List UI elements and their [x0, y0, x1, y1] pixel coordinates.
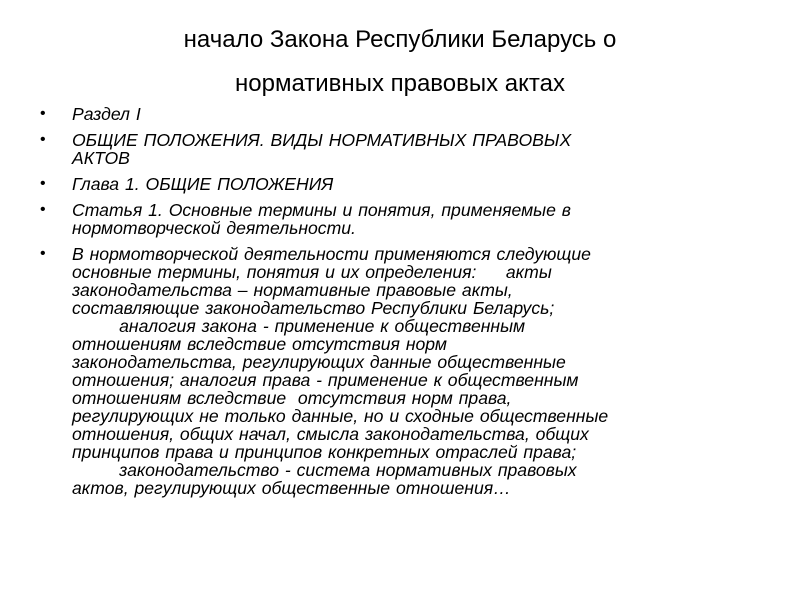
bullet-dot-icon: • [40, 175, 46, 192]
slide-title-line-2: нормативных правовых актах [235, 70, 565, 97]
bullet-dot-icon: • [40, 201, 46, 218]
bullet-text-line: Статья 1. Основные термины и понятия, применяемые в [72, 200, 571, 220]
bullet-text-line: законодательства, регулирующих данные общественные [72, 352, 566, 372]
bullet-text-line: регулирующих не только данные, но и сходные общественные [72, 406, 609, 426]
bullet-dot-icon: • [40, 105, 46, 122]
bullet-text-line: Глава 1. ОБЩИЕ ПОЛОЖЕНИЯ [72, 174, 334, 194]
bullet-text-line: отношениям вследствие отсутствия норм права, [72, 388, 512, 408]
bullet-dot-icon: • [40, 131, 46, 148]
bullet-text-line: Раздел I [72, 104, 141, 124]
bullet-text-line: В нормотворческой деятельности применяются следующие [72, 244, 591, 264]
slide-title [0, 18, 800, 106]
bullet-text-line: нормотворческой деятельности. [72, 218, 356, 238]
bullet-text-line: отношения, общих начал, смысла законодательства, общих [72, 424, 589, 444]
bullet-text-line: законодательство - система нормативных правовых [72, 460, 577, 480]
bullet-item [40, 201, 740, 237]
bullet-item [40, 245, 740, 497]
bullet-text-line: составляющие законодательство Республики Беларусь; [72, 298, 555, 318]
bullet-text-line: актов, регулирующих общественные отношения… [72, 478, 511, 498]
bullet-text-line: АКТОВ [72, 148, 130, 168]
bullet-text-line: отношениям вследствие отсутствия норм [72, 334, 447, 354]
bullet-text-line: отношения; аналогия права - применение к общественным [72, 370, 579, 390]
bullet-text-line: аналогия закона - применение к общественным [72, 316, 526, 336]
bullet-text-line: основные термины, понятия и их определения: акты [72, 262, 552, 282]
bullet-text-line: принципов права и принципов конкретных отраслей права; [72, 442, 577, 462]
bullet-item [40, 105, 740, 123]
bullet-item [40, 175, 740, 193]
bullet-item [40, 131, 740, 167]
bullet-text-line: ОБЩИЕ ПОЛОЖЕНИЯ. ВИДЫ НОРМАТИВНЫХ ПРАВОВЫХ [72, 130, 572, 150]
bullet-text-line: законодательства – нормативные правовые акты, [72, 280, 513, 300]
bullet-list [40, 105, 740, 505]
slide-title-line-1: начало Закона Республики Беларусь о [183, 26, 617, 53]
bullet-dot-icon: • [40, 245, 46, 262]
